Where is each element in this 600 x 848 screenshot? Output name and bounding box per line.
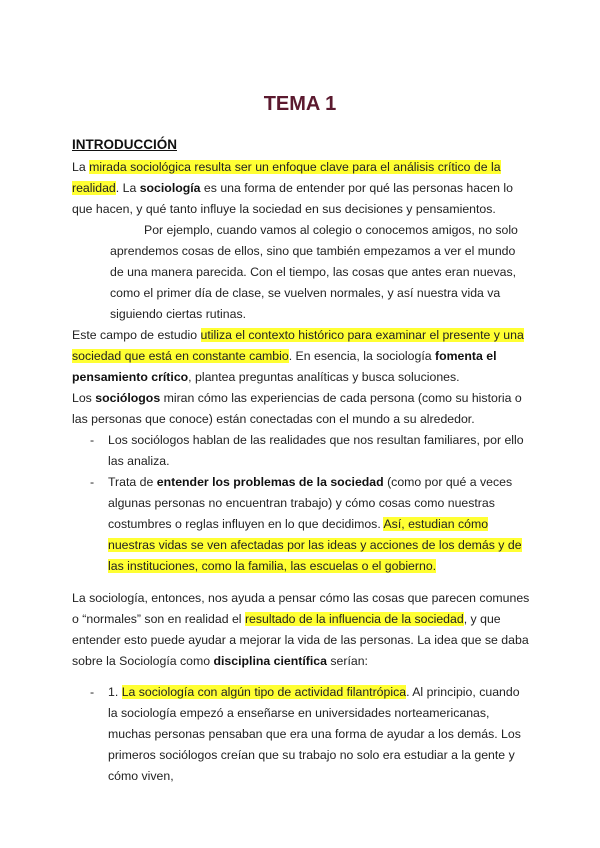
paragraph-conclusion — [72, 588, 532, 672]
text: . En esencia, la sociología — [288, 349, 436, 363]
bold-term: entender los problemas de la sociedad — [156, 475, 384, 489]
paragraph-intro — [72, 157, 532, 220]
highlight: resultado de la influencia de la sociedad — [244, 612, 464, 626]
list-item — [72, 682, 532, 787]
text: . La — [115, 181, 140, 195]
list-dash: - — [90, 433, 95, 447]
list-dash: - — [90, 475, 95, 489]
list-item — [72, 430, 532, 472]
highlight: La sociología con algún tipo de actividad filantrópica — [121, 685, 407, 699]
paragraph-field — [72, 325, 532, 388]
text: Este campo de estudio — [72, 328, 201, 342]
list-number: 1. — [108, 685, 122, 699]
text: La sociología, entonces, nos ayuda a pensar cómo las cosas que parecen comunes o “normales” son en realidad el — [72, 591, 530, 626]
text: serían: — [326, 654, 368, 668]
text: (como por qué a veces algunas personas no encuentran trabajo) y cómo cosas como nuestras costumbres o reglas influyen en lo que decidimos. — [108, 475, 513, 531]
bold-term: fomenta el pensamiento crítico — [72, 349, 497, 384]
text: , y que entender esto puede ayudar a mejorar la vida de las personas. La idea que se daba sobre la Sociología como — [72, 612, 529, 668]
bold-term: disciplina científica — [213, 654, 327, 668]
bold-term: sociología — [139, 181, 201, 195]
text: miran cómo las experiencias de cada persona (como su historia o las personas que conoce) están conectadas con el mundo a su alrededor. — [72, 391, 522, 426]
list-item-text — [108, 682, 532, 787]
text: es una forma de entender por qué las personas hacen lo que hacen, y qué tanto influye la sociedad en sus decisiones y pensamientos. — [72, 181, 513, 216]
section-heading: INTRODUCCIÓN — [72, 137, 177, 152]
text: , plantea preguntas analíticas y busca soluciones. — [188, 370, 460, 384]
highlight: mirada sociológica resulta ser un enfoque clave para el análisis crítico de la realidad — [72, 160, 501, 195]
paragraph-sociologists — [72, 388, 532, 430]
paragraph-example: Por ejemplo, cuando vamos al colegio o conocemos amigos, no solo aprendemos cosas de ellos, sino que también empezamos a ver el mundo de una manera parecida. Con el tiempo, las cosas que antes eran nuevas, como el primer día de clase, se vuelven normales, y así nuestra vida va siguiendo ciertas rutinas. — [110, 223, 518, 321]
list-dash: - — [90, 685, 95, 699]
text: . Al principio, cuando la sociología empezó a enseñarse en universidades norteamericanas, muchas personas pensaban que era una forma de ayudar a los demás. Los primeros sociólogos creían que su trabajo no solo era estudiar a la gente y cómo viven, — [108, 685, 521, 783]
text: Trata de — [108, 475, 157, 489]
highlight: Así, estudian cómo nuestras vidas se ven afectadas por las ideas y acciones de los demás y de las instituciones, como la familia, las escuelas o el gobierno. — [108, 517, 522, 573]
bold-term: sociólogos — [95, 391, 161, 405]
list-item — [72, 472, 532, 577]
text: La — [72, 160, 90, 174]
text: Los — [72, 391, 96, 405]
list-item-text — [108, 472, 532, 577]
list-item-text: Los sociólogos hablan de las realidades que nos resultan familiares, por ello las analiza. — [108, 433, 524, 468]
highlight: utiliza el contexto histórico para examinar el presente y una sociedad que está en constante cambio — [72, 328, 524, 363]
page-title: TEMA 1 — [263, 93, 337, 115]
